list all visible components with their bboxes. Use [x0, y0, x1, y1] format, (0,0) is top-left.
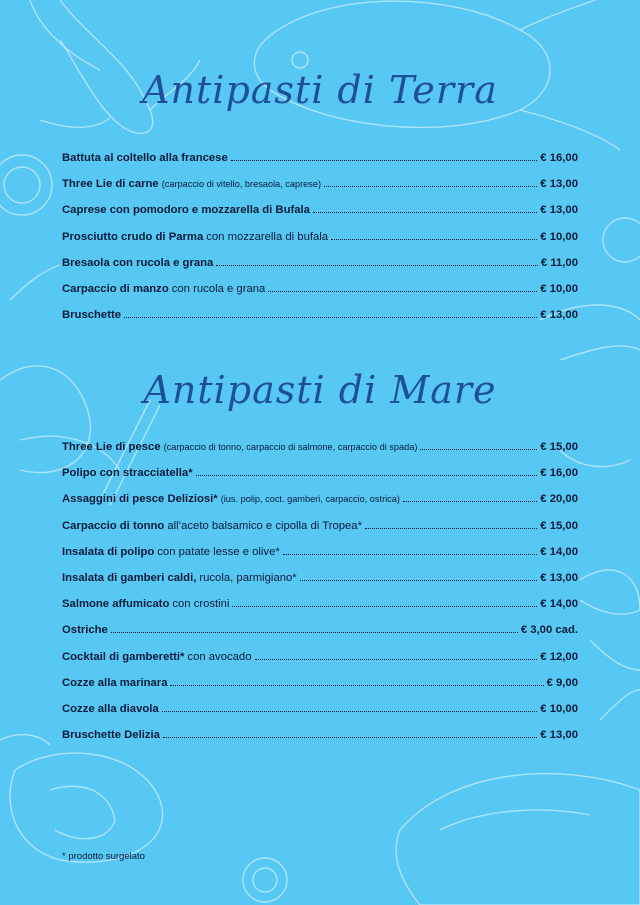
menu-item	[62, 676, 578, 702]
dot-leader	[111, 623, 518, 633]
dot-leader	[268, 282, 537, 292]
menu-list-terra	[62, 151, 578, 334]
dot-leader	[420, 440, 537, 450]
dot-leader	[300, 571, 538, 581]
dot-leader	[216, 256, 538, 266]
menu-item-name: Cocktail di gamberetti*	[62, 650, 185, 663]
menu-item-price: € 14,00	[540, 545, 578, 558]
menu-item-name: Polipo con stracciatella*	[62, 467, 193, 480]
menu-item-price: € 16,00	[540, 152, 578, 164]
menu-item-price: € 14,00	[540, 598, 578, 611]
dot-leader	[331, 230, 537, 240]
dot-leader	[365, 519, 537, 529]
menu-item-name: Carpaccio di manzo	[62, 282, 169, 295]
menu-item-price: € 13,00	[540, 309, 578, 322]
menu-item-name: Prosciutto crudo di Parma	[62, 230, 204, 243]
dot-leader	[196, 466, 538, 476]
menu-item-description: con crostini	[172, 598, 230, 611]
menu-item-price: € 12,00	[540, 650, 578, 663]
menu-item	[62, 702, 578, 728]
dot-leader	[324, 177, 537, 187]
dot-leader	[232, 597, 537, 607]
menu-item-price: € 15,00	[540, 441, 578, 453]
menu-item	[62, 230, 578, 256]
menu-item-price: € 20,00	[540, 493, 578, 506]
dot-leader	[170, 676, 543, 686]
dot-leader	[124, 308, 537, 318]
menu-item	[62, 571, 578, 597]
menu-item-name: Cozze alla marinara	[62, 676, 168, 689]
menu-item-price: € 9,00	[546, 676, 578, 689]
menu-item-description: rucola, parmigiano*	[199, 571, 297, 584]
menu-item-name: Caprese con pomodoro e mozzarella di Bufala	[62, 204, 310, 217]
menu-item-description: con rucola e grana	[171, 282, 266, 295]
menu-item-name: Bresaola con rucola e grana	[62, 256, 214, 269]
menu-item-description: (carpaccio di vitello, bresaola, caprese)	[161, 179, 322, 190]
menu-item-description: con patate lesse e olive*	[157, 545, 280, 558]
menu-item-price: € 10,00	[540, 230, 578, 243]
menu-item-name: Ostriche	[62, 624, 108, 637]
menu-item-price: € 13,00	[540, 204, 578, 217]
menu-item-price: € 11,00	[540, 256, 578, 269]
menu-item-price: € 13,00	[540, 571, 578, 584]
dot-leader	[313, 203, 537, 213]
menu-item-description: (ius. polip, coct. gamberi, carpaccio, ostrica)	[220, 494, 400, 505]
dot-leader	[231, 151, 538, 161]
menu-item-price: € 3,00 cad.	[520, 624, 578, 637]
menu-item-description: con avocado	[187, 650, 252, 663]
menu-item-name: Three Lie di pesce	[62, 441, 161, 453]
menu-item-name: Bruschette Delizia	[62, 729, 160, 742]
menu-item-name: Assaggini di pesce Deliziosi*	[62, 493, 218, 506]
section-title-mare: Antipasti di Mare	[143, 368, 497, 412]
menu-item-price: € 15,00	[540, 519, 578, 532]
menu-item-price: € 10,00	[540, 702, 578, 715]
dot-leader	[283, 545, 538, 555]
menu-item-name: Salmone affumicato	[62, 598, 170, 611]
dot-leader	[403, 492, 537, 502]
menu-item	[62, 492, 578, 518]
menu-item-price: € 10,00	[540, 282, 578, 295]
menu-item	[62, 151, 578, 177]
menu-item	[62, 203, 578, 229]
footnote: * prodotto surgelato	[62, 851, 145, 862]
section-title-terra: Antipasti di Terra	[142, 68, 498, 112]
menu-item-price: € 13,00	[540, 729, 578, 742]
menu-item-name: Three Lie di carne	[62, 178, 159, 191]
menu-item	[62, 545, 578, 571]
menu-item	[62, 308, 578, 334]
dot-leader	[162, 702, 538, 712]
menu-item-name: Insalata di gamberi caldi,	[62, 571, 197, 584]
menu-item-price: € 16,00	[540, 467, 578, 480]
menu-item-description: all’aceto balsamico e cipolla di Tropea*	[167, 519, 362, 532]
dot-leader	[163, 728, 537, 738]
menu-item	[62, 282, 578, 308]
menu-item-description: (carpaccio di tonno, carpaccio di salmone, carpaccio di spada)	[163, 442, 418, 452]
menu-item	[62, 466, 578, 492]
menu-item	[62, 177, 578, 203]
menu-item	[62, 728, 578, 754]
menu-item	[62, 519, 578, 545]
menu-item-name: Insalata di polipo	[62, 545, 155, 558]
menu-item-name: Battuta al coltello alla francese	[62, 152, 228, 164]
menu-item	[62, 440, 578, 466]
dot-leader	[255, 650, 538, 660]
menu-item-price: € 13,00	[540, 178, 578, 191]
menu-item	[62, 597, 578, 623]
menu-list-mare	[62, 440, 578, 754]
menu-item	[62, 623, 578, 649]
menu-item-description: con mozzarella di bufala	[206, 230, 329, 243]
menu-item	[62, 650, 578, 676]
menu-item-name: Bruschette	[62, 309, 122, 322]
menu-item	[62, 256, 578, 282]
menu-item-name: Carpaccio di tonno	[62, 519, 165, 532]
menu-item-name: Cozze alla diavola	[62, 702, 159, 715]
